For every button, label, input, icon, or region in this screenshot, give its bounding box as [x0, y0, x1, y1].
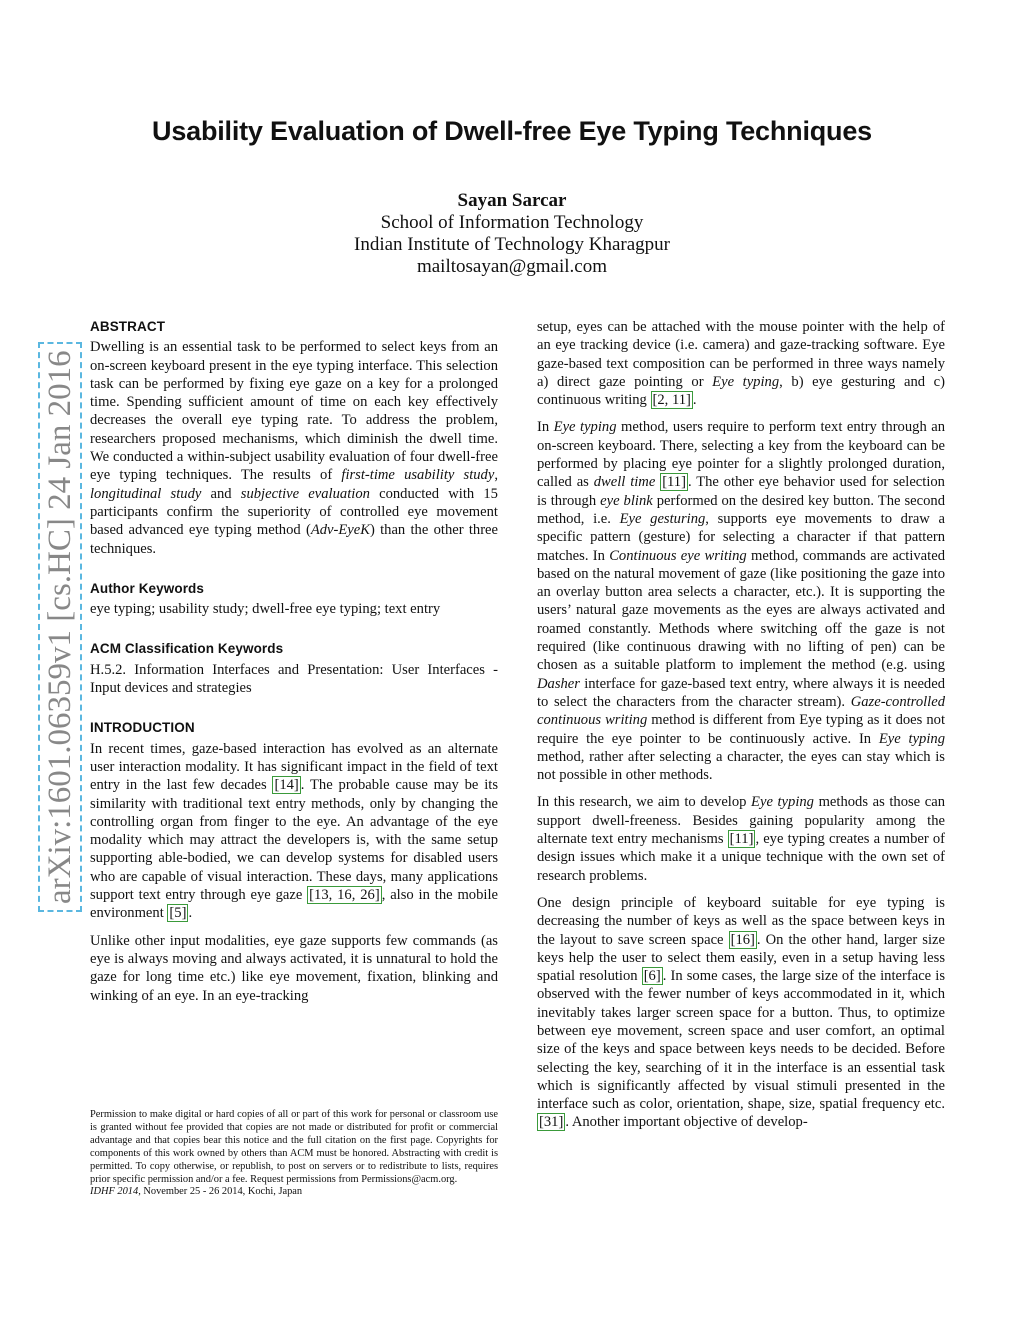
author-email: mailtosayan@gmail.com — [416, 256, 608, 277]
intro-paragraph-2: Unlike other input modalities, eye gaze supports few commands (as eye is always moving and always activated, it is unnatural to hold the gaze for long time etc.) like eye movement, fixation, blinking and winking of an eye. In an eye-tracking — [90, 932, 498, 1004]
citation-link[interactable]: [11] — [662, 474, 686, 491]
keywords-text: eye typing; usability study; dwell-free eye typing; text entry — [90, 601, 441, 618]
right-paragraph-2: In Eye typing method, users require to perform text entry through an on-screen keyboard. There, selecting a key from the keyboard can be performed by placing eye pointer for a slightly prolonged duration, called as dwell time [11] . The other eye behavior used for selection is through eye blink performed on the desired key button. The second method, i.e. Eye gesturing, supports eye movements to draw a specific pattern (gesture) for selecting a character if that pattern matches. In Continuous eye writing method, commands are activated based on the natural movement of gaze (like positioning the gaze into an overlay button area selects a character, etc.). It is supporting the users’ natural gaze movements as the eyes are always activated and roamed constantly. Methods where switching off the gaze is not required (like continuous drawing with no lifting of pen) can be chosen as a suitable platform to implement the method (e.g. using Dasher interface for gaze-based text entry, where always it is needed to select the characters from the character stream). Gaze-controlled continuous writing method is different from Eye typing as it does not require the eye pointer to be continuously active. In Eye typing method, rather after selecting a character, the eyes can stay which is not possible in other methods. — [537, 419, 945, 784]
acm-text: H.5.2. Information Interfaces and Presentation: User Interfaces - Input devices and strategies — [90, 661, 498, 697]
citation-link[interactable]: [11] — [729, 831, 754, 848]
left-column — [90, 318, 498, 1014]
permission-notice — [90, 1109, 498, 1199]
affiliation-school: School of Information Technology — [380, 212, 644, 233]
right-paragraph-1: setup, eyes can be attached with the mouse pointer with the help of an eye tracking device (i.e. camera) and gaze-tracking software. Eye gaze-based text composition can be performed in three ways namely a) direct gaze pointing or Eye typing, b) eye gesturing and c) continuous writing [2, 11] . — [537, 319, 945, 409]
right-paragraph-3: In this research, we aim to develop Eye typing methods as those can support dwell-freeness. Besides gaining popularity among the alternate text entry mechanisms [11] , eye typing creates a number of design issues which make it a unique technique with the own set of research problems. — [537, 794, 945, 884]
citation-link[interactable]: [31] — [539, 1114, 564, 1131]
citation-link[interactable]: [2, 11] — [652, 392, 691, 409]
arxiv-stamp-text[interactable]: arXiv:1601.06359v1 [cs.HC] 24 Jan 2016 — [38, 342, 82, 912]
author-name: Sayan Sarcar — [457, 190, 567, 211]
intro-paragraph-1: In recent times, gaze-based interaction has evolved as an alternate user interaction modality. It has significant impact in the field of text entry in the last few decades [14] . The probable cause may be its similarity with traditional text entry methods, only by changing the controlling organ from finger to the eye. An advantage of the eye modality which may attract the developers is, with the same setup supporting able-bodied, we can develop systems for disabled users who are capable of visual interaction. These days, many applications support text entry through eye gaze [13, 16, 26] , also in the mobile environment [5] . — [90, 740, 498, 922]
paper-title: Usability Evaluation of Dwell-free Eye Typing Techniques — [152, 116, 872, 146]
citation-link[interactable]: [14] — [274, 777, 299, 794]
author-block — [0, 190, 1024, 278]
citation-link[interactable]: [6] — [643, 968, 661, 985]
right-paragraph-4: One design principle of keyboard suitable for eye typing is decreasing the number of keys as well as the space between keys in the layout to save screen space [16] . On the other hand, larger size keys help the user to select them easily, even in a setup having less spatial resolution [6] . In some cases, the large size of the interface is observed with the fewer number of keys accommodated in it, which inevitably takes larger screen space for a button. Thus, to optimize between eye movement, screen space and user comfort, an optimal size of the keys and space between keys needs to be decided. Before selecting the key, searching of it in the interface is an essential task which is significantly affected by visual stimuli presented in the interface such as color, orientation, shape, size, spatial frequency etc. [31] . Another important objective of develop- — [537, 894, 945, 1131]
citation-link[interactable]: [5] — [169, 905, 187, 922]
citation-link[interactable]: [16] — [730, 931, 755, 948]
abstract-paragraph: Dwelling is an essential task to be performed to select keys from an on-screen keyboard present in the eye typing interface. This selection task can be performed by fixing eye gaze on a key for a prolonged time. Spending sufficient amount of time on each key effectively decreases the overall eye typing rate. To address the problem, researchers proposed mechanisms, which diminish the dwell time. We conducted a within-subject usability evaluation of four dwell-free eye typing techniques. The results of first-time usability study, longitudinal study and subjective evaluation conducted with 15 participants confirm the superiority of controlled eye movement based advanced eye typing method (Adv-EyeK) than the other three techniques. — [90, 339, 499, 557]
citation-link[interactable]: [13, 16, 26] — [309, 887, 380, 904]
acm-heading: ACM Classification Keywords — [90, 641, 284, 657]
keywords-heading: Author Keywords — [90, 580, 205, 596]
venue-line: IDHF 2014, November 25 - 26 2014, Kochi, Japan — [90, 1186, 303, 1198]
right-column — [537, 318, 945, 1141]
abstract-heading: ABSTRACT — [90, 319, 166, 334]
introduction-heading: INTRODUCTION — [90, 720, 195, 736]
permission-text: Permission to make digital or hard copies of all or part of this work for personal or classroom use is granted without fee provided that copies are not made or distributed for profit or commercial advantage and that copies bear this notice and the full citation on the first page. Copyrights for components of this work owned by others than ACM must be honored. Abstracting with credit is permitted. To copy otherwise, or republish, to post on servers or to redistribute to lists, requires prior specific permission and/or a fee. Request permissions from Permissions@acm.org. — [90, 1109, 498, 1185]
affiliation-institute: Indian Institute of Technology Kharagpur — [354, 234, 670, 255]
